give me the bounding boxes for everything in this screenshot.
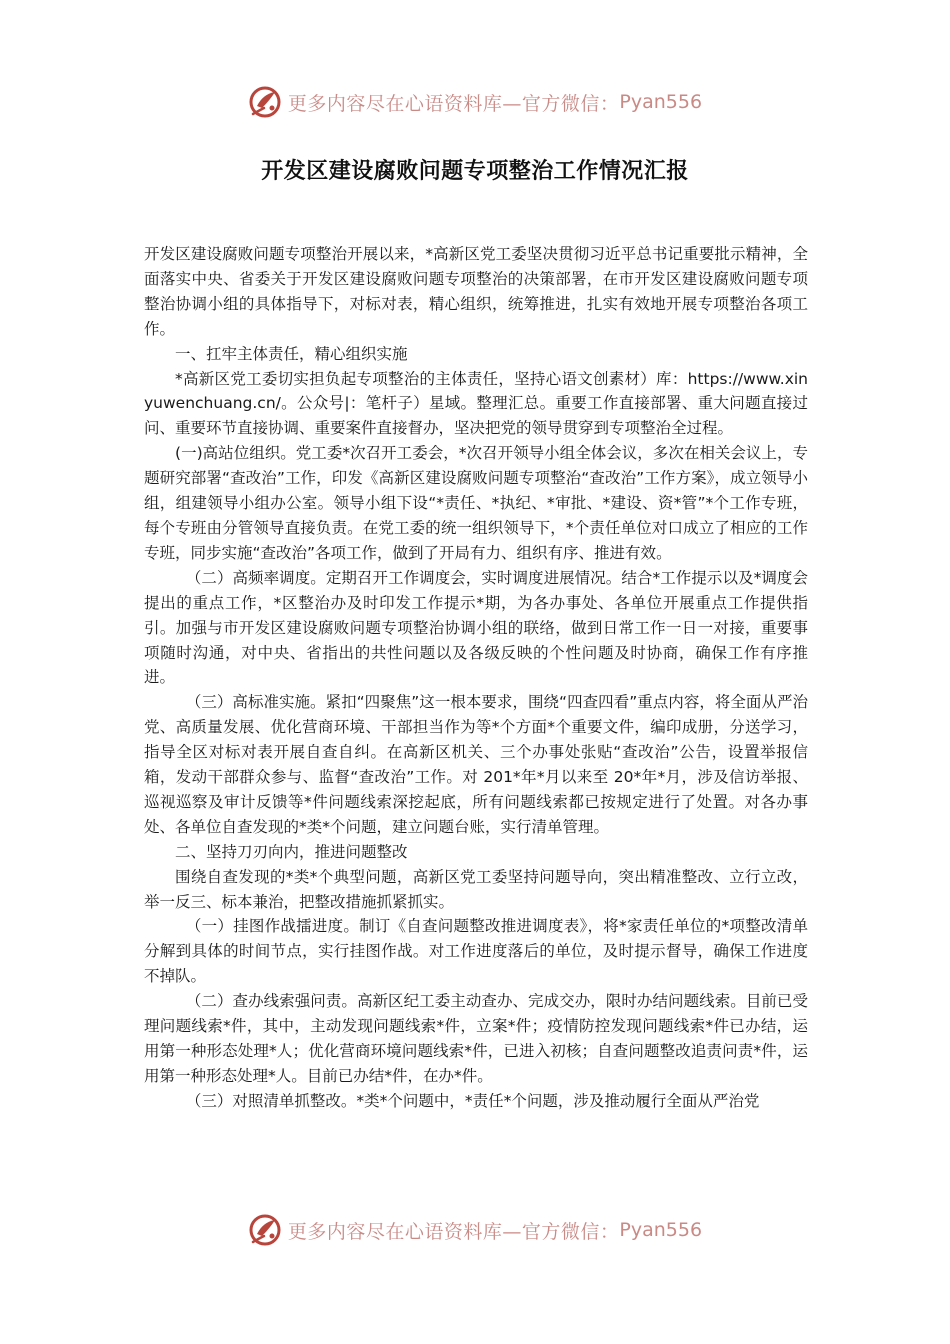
document-body: [144, 242, 808, 1114]
paragraph: (一)高站位组织。党工委*次召开工委会，*次召开领导小组全体会议，多次在相关会议上，专题研究部署“查改治”工作，印发《高新区建设腐败问题专项整治“查改治”工作方案》，成立领导小组，组建领导小组办公室。领导小组下设“*责任、*执纪、*审批、*建设、资*管”*个工作专班，每个专班由分管领导直接负责。在党工委的统一组织领导下，*个责任单位对口成立了相应的工作专班，同步实施“查改治”各项工作，做到了开局有力、组织有序、推进有效。: [144, 444, 808, 562]
paragraph: （二）高频率调度。定期召开工作调度会，实时调度进展情况。结合*工作提示以及*调度会提出的重点工作，*区整治办及时印发工作提示*期，为各办事处、各单位开展重点工作提供指引。加强与市开发区建设腐败问题专项整治协调小组的联络，做到日常工作一日一对接，重要事项随时沟通，对中央、省指出的共性问题以及各级反映的个性问题及时协商，确保工作有序推进。: [144, 568, 808, 687]
paragraph: （三）对照清单抓整改。*类*个问题中，*责任*个问题，涉及推动履行全面从严治党: [185, 1091, 760, 1110]
banner-wechat-handle: Pyan556: [619, 91, 703, 113]
document-title: 开发区建设腐败问题专项整治工作情况汇报: [261, 159, 689, 184]
banner-wechat-handle: Pyan556: [619, 1219, 703, 1241]
paragraph: *高新区党工委切实担负起专项整治的主体责任，坚持心语文创素材）库：https://www.xinyuwenchuang.cn/。公众号|：笔杆子）星域。整理汇总。重要工作直接部署、重大问题直接过问、重要环节直接协调、重要案件直接督办，坚决把党的领导贯穿到专项整治全过程。: [144, 369, 808, 438]
brush-logo-icon: [248, 84, 284, 120]
section-heading-2: 二、坚持刀刃向内，推进问题整改: [175, 842, 408, 861]
section-heading-1: 一、扛牢主体责任，精心组织实施: [175, 344, 408, 363]
footer-banner: [0, 1210, 950, 1250]
paragraph: （三）高标准实施。紧扣“四聚焦”这一根本要求，围绕“四查四看”重点内容，将全面从严治党、高质量发展、优化营商环境、干部担当作为等*个方面*个重要文件，编印成册，分送学习，指导全区对标对表开展自查自纠。在高新区机关、三个办事处张贴“查改治”公告，设置举报信箱，发动干部群众参与、监督“查改治”工作。对 201*年*月以来至 20*年*月，涉及信访举报、巡视巡察及审计反馈等*件问题线索深挖起底，所有问题线索都已按规定进行了处置。对各办事处、各单位自查发现的*类*个问题，建立问题台账，实行清单管理。: [144, 693, 808, 836]
banner-slogan: 更多内容尽在心语资料库—官方微信：: [287, 1220, 620, 1243]
banner-slogan: 更多内容尽在心语资料库—官方微信：: [287, 92, 620, 115]
paragraph: 围绕自查发现的*类*个典型问题，高新区党工委坚持问题导向，突出精准整改、立行立改，举一反三、标本兼治，把整改措施抓紧抓实。: [144, 867, 808, 911]
paragraph-intro: 开发区建设腐败问题专项整治开展以来，*高新区党工委坚决贯彻习近平总书记重要批示精神，全面落实中央、省委关于开发区建设腐败问题专项整治的决策部署，在市开发区建设腐败问题专项整治协调小组的具体指导下，对标对表，精心组织，统筹推进，扎实有效地开展专项整治各项工作。: [144, 245, 808, 338]
brush-logo-icon: [248, 1212, 284, 1248]
header-banner: [0, 82, 950, 122]
paragraph: （二）查办线索强问责。高新区纪工委主动查办、完成交办，限时办结问题线索。目前已受理问题线索*件，其中，主动发现问题线索*件，立案*件；疫情防控发现问题线索*件已办结，运用第一种形态处理*人；优化营商环境问题线索*件，已进入初核；自查问题整改追责问责*件，运用第一种形态处理*人。目前已办结*件，在办*件。: [144, 992, 808, 1085]
paragraph: （一）挂图作战擂进度。制订《自查问题整改推进调度表》，将*家责任单位的*项整改清单分解到具体的时间节点，实行挂图作战。对工作进度落后的单位，及时提示督导，确保工作进度不掉队。: [144, 917, 808, 986]
